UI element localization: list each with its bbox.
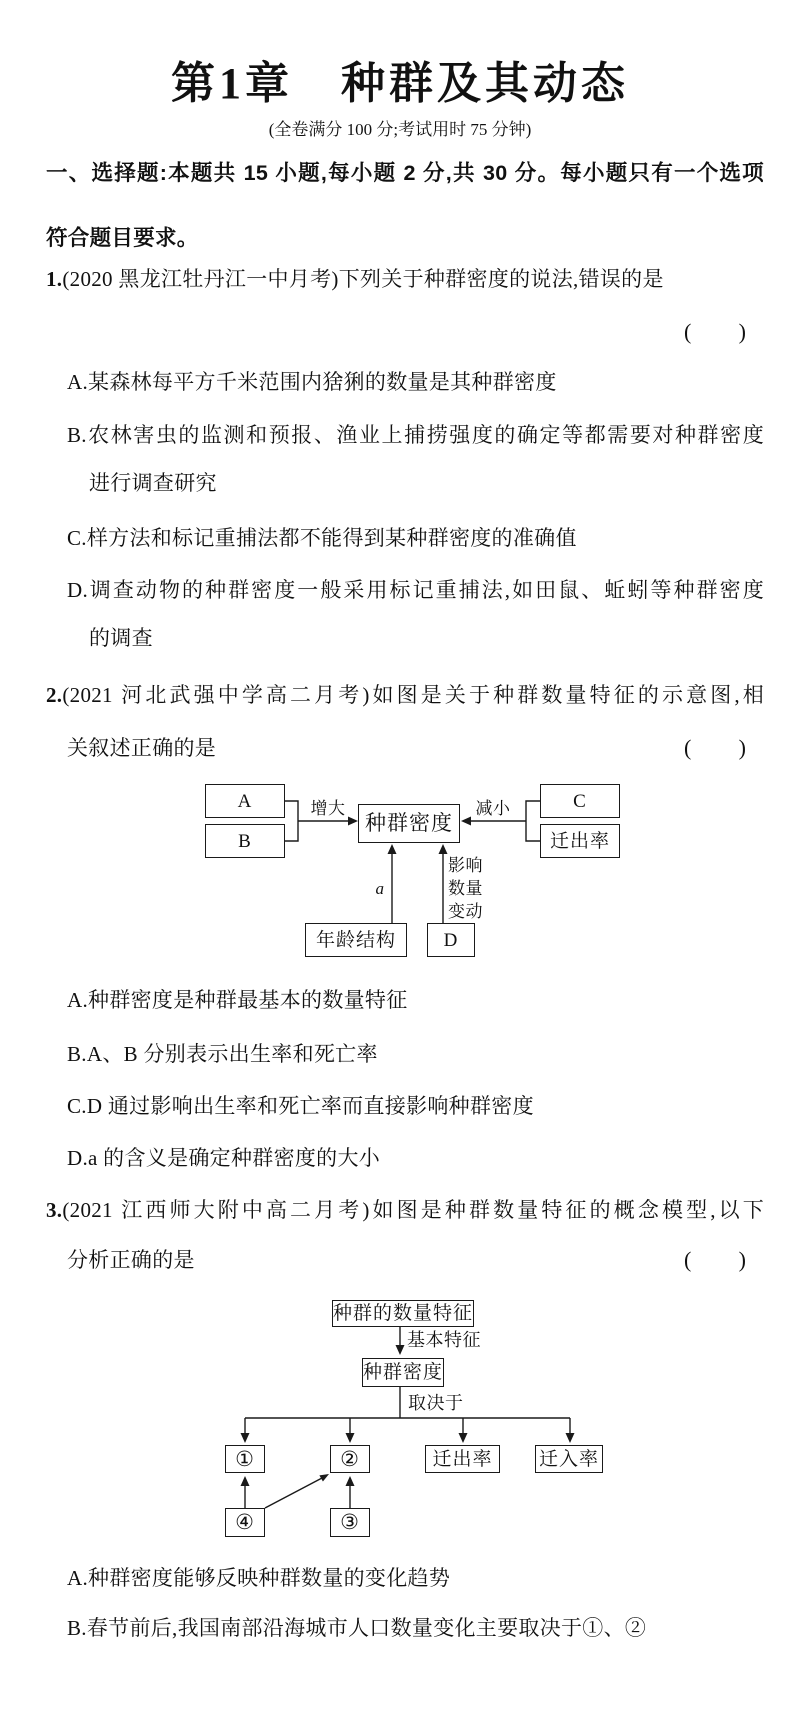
question-1-number: 1. [46,267,63,291]
question-3-stem-line1 [46,1196,764,1224]
diagram1-box-c: C [540,784,620,818]
exam-subtitle: (全卷满分 100 分;考试用时 75 分钟) [268,120,532,139]
diagram2-box-number-features: 种群的数量特征 [332,1300,474,1327]
question-1-option-b-line1: B.农林害虫的监测和预报、渔业上捕捞强度的确定等都需要对种群密度 [67,423,764,447]
question-1-option-c: C.样方法和标记重捕法都不能得到某种群密度的准确值 [67,526,577,550]
question-2-stem-line1 [46,681,764,709]
diagram2-box-circle1: ① [225,1445,265,1473]
diagram1-box-b: B [205,824,285,858]
diagram1-box-emigration: 迁出率 [540,824,620,858]
question-2-number: 2. [46,683,63,707]
question-3-option-a: A.种群密度能够反映种群数量的变化趋势 [67,1566,451,1590]
diagram1-label-affect [448,854,483,923]
question-1-option-a: A.某森林每平方千米范围内猞猁的数量是其种群密度 [67,370,557,394]
diagram2-box-circle2: ② [330,1445,370,1473]
question-2-stem-line2: 关叙述正确的是 [67,736,217,760]
diagram2-label-basic-feature: 基本特征 [407,1330,481,1350]
diagram1-label-increase: 增大 [310,799,346,818]
diagram2-box-circle3: ③ [330,1508,370,1537]
section-heading-line1: 一、选择题:本题共 15 小题,每小题 2 分,共 30 分。每小题只有一个选项 [46,161,764,185]
diagram2-box-immigration: 迁入率 [535,1445,603,1473]
diagram1-box-population-density: 种群密度 [358,804,460,843]
answer-bracket-q2 [684,734,746,762]
diagram1-label-decrease: 减小 [475,799,511,818]
diagram2-box-population-density: 种群密度 [362,1358,444,1387]
answer-bracket-q3 [684,1246,746,1274]
question-1-option-b-line2: 进行调查研究 [89,471,217,495]
diagram1-box-age-structure: 年龄结构 [305,923,407,957]
question-2-option-b: B.A、B 分别表示出生率和死亡率 [67,1042,378,1066]
diagram1-box-d: D [427,923,475,957]
concept-model-diagram [180,1295,640,1545]
page-title: 第1章 种群及其动态 [171,59,629,108]
bracket-open: ( [684,319,692,344]
question-1-option-d-line2: 的调查 [89,626,153,650]
diagram1-box-a: A [205,784,285,818]
diagram1-label-affect-line3: 变动 [448,902,483,921]
diagram2-label-depends-on: 取决于 [408,1393,464,1413]
question-3-stem-line2: 分析正确的是 [67,1248,195,1272]
population-density-diagram [180,770,640,970]
bracket-open: ( [684,1247,692,1272]
question-3-number: 3. [46,1198,63,1222]
bracket-close: ) [738,319,746,344]
diagram1-label-a: a [375,879,385,898]
bracket-open: ( [684,735,692,760]
question-1-stem-text: (2020 黑龙江牡丹江一中月考)下列关于种群密度的说法,错误的是 [62,267,664,291]
bracket-close: ) [738,735,746,760]
question-3-option-b: B.春节前后,我国南部沿海城市人口数量变化主要取决于①、② [67,1616,647,1640]
diagram2-box-emigration: 迁出率 [425,1445,500,1473]
question-1-stem [46,265,664,293]
question-2-option-c: C.D 通过影响出生率和死亡率而直接影响种群密度 [67,1094,534,1118]
question-2-option-a: A.种群密度是种群最基本的数量特征 [67,988,408,1012]
diagram1-label-affect-line1: 影响 [448,856,483,875]
answer-bracket-q1 [684,318,746,346]
question-1-option-d-line1: D.调查动物的种群密度一般采用标记重捕法,如田鼠、蚯蚓等种群密度 [67,578,764,602]
question-3-stem-text: (2021 江西师大附中高二月考)如图是种群数量特征的概念模型,以下 [62,1198,764,1222]
diagram1-label-affect-line2: 数量 [448,879,483,898]
question-2-option-d: D.a 的含义是确定种群密度的大小 [67,1146,381,1170]
section-heading-line2: 符合题目要求。 [46,226,199,250]
question-2-stem-text: (2021 河北武强中学高二月考)如图是关于种群数量特征的示意图,相 [62,683,764,707]
diagram2-box-circle4: ④ [225,1508,265,1537]
bracket-close: ) [738,1247,746,1272]
